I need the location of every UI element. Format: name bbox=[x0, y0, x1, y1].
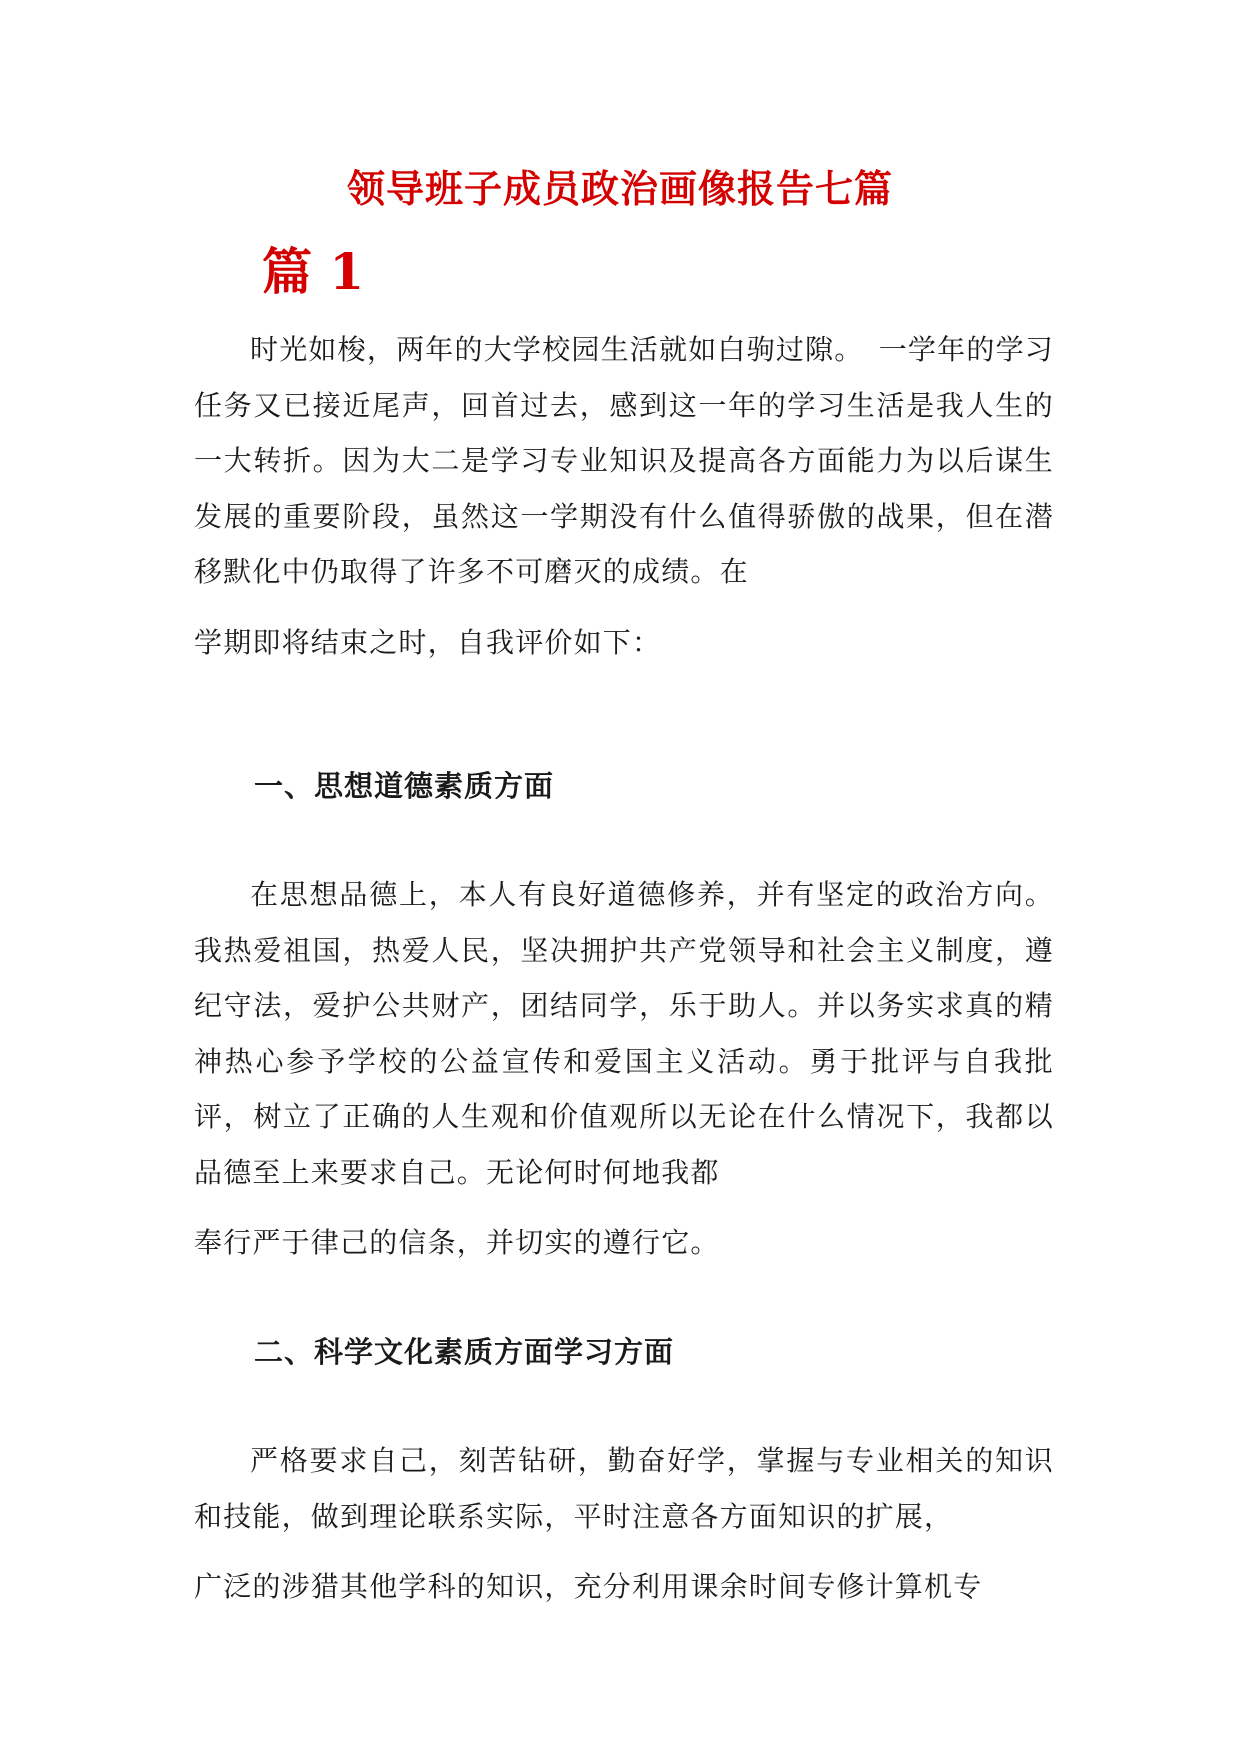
moral-quality-paragraph bbox=[194, 867, 1054, 1271]
intro-paragraph-body: 时光如梭，两年的大学校园生活就如白驹过隙。 一学年的学习任务又已接近尾声，回首过去，感到这一年的学习生活是我人生的一大转折。因为大二是学习专业知识及提高各方面能力为以后谋生发展的重要阶段，虽然这一学期没有什么值得骄傲的战果，但在潜移默化中仍取得了许多不可磨灭的成绩。在 bbox=[194, 333, 1054, 588]
science-culture-paragraph-last-line: 广泛的涉猎其他学科的知识，充分利用课余时间专修计算机专 bbox=[194, 1570, 983, 1603]
moral-quality-paragraph-body: 在思想品德上，本人有良好道德修养，并有坚定的政治方向。我热爱祖国，热爱人民，坚决拥护共产党领导和社会主义制度，遵纪守法，爱护公共财产，团结同学，乐于助人。并以务实求真的精神热心参予学校的公益宣传和爱国主义活动。勇于批评与自我批评，树立了正确的人生观和价值观所以无论在什么情况下，我都以品德至上来要求自己。无论何时何地我都 bbox=[194, 878, 1054, 1189]
subheading-science-culture: 二、科学文化素质方面学习方面 bbox=[254, 1335, 675, 1369]
subheading-moral-quality: 一、思想道德素质方面 bbox=[254, 769, 555, 803]
intro-paragraph-last-line: 学期即将结束之时，自我评价如下： bbox=[194, 625, 662, 659]
science-culture-paragraph bbox=[194, 1433, 1054, 1615]
moral-quality-paragraph-last-line: 奉行严于律己的信条，并切实的遵行它。 bbox=[194, 1226, 720, 1259]
intro-paragraph bbox=[194, 322, 1054, 670]
science-culture-paragraph-body: 严格要求自己，刻苦钻研，勤奋好学，掌握与专业相关的知识和技能，做到理论联系实际，平时注意各方面知识的扩展， bbox=[194, 1444, 1054, 1533]
section-heading: 篇 1 bbox=[262, 242, 365, 301]
document-title: 领导班子成员政治画像报告七篇 bbox=[346, 166, 893, 211]
